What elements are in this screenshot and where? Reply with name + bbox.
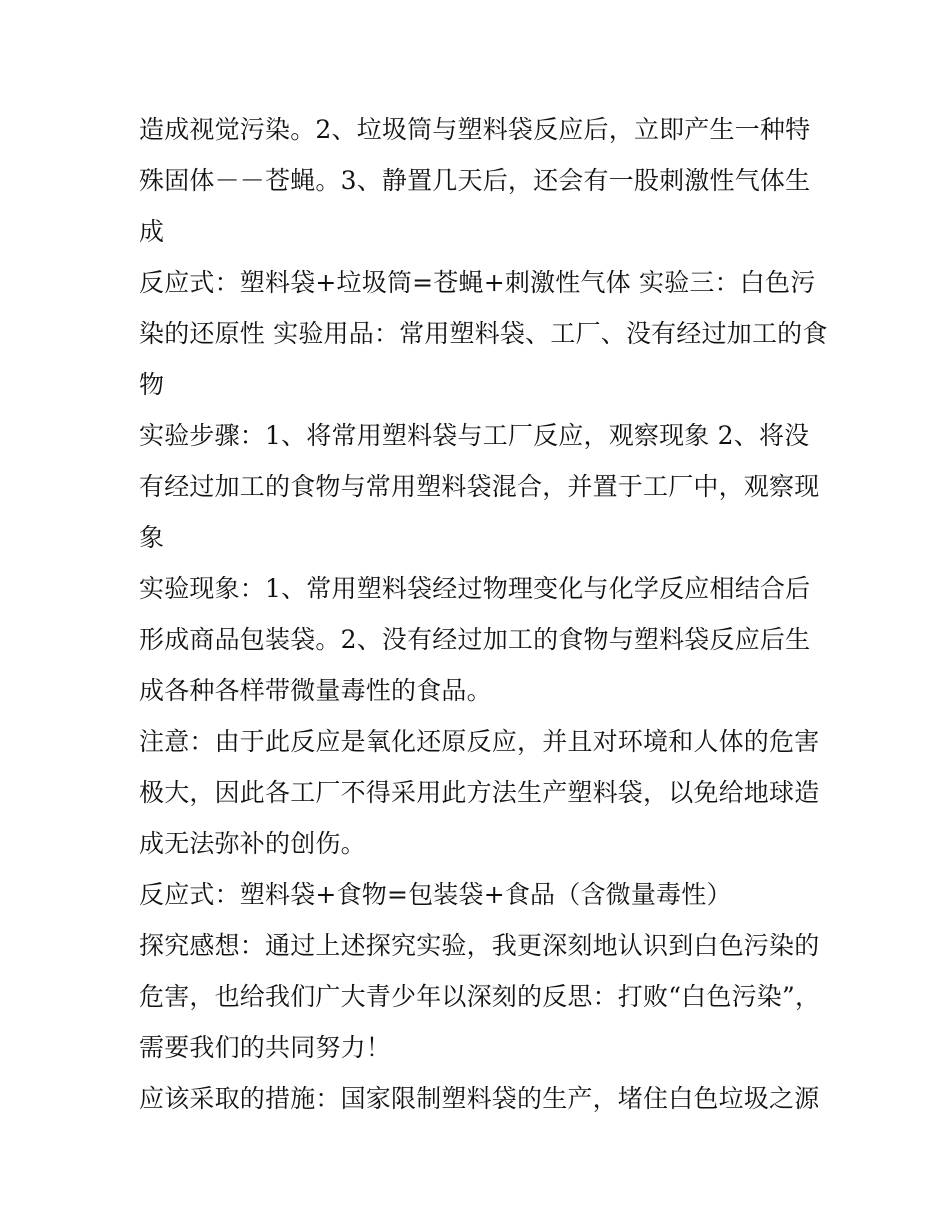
paragraph-experiment-phenomena: 实验现象：1、常用塑料袋经过物理变化与化学反应相结合后形成商品包装袋。2、没有经过加工的食物与塑料袋反应后生成各种各样带微量毒性的食品。 [139,574,811,705]
paragraph-reaction-experiment-three: 反应式：塑料袋+垃圾筒=苍蝇+刺激性气体 实验三：白色污染的还原性 实验用品：常用塑料袋、工厂、没有经过加工的食物 [139,268,828,399]
document-body [139,104,829,1124]
paragraph-visual-pollution: 造成视觉污染。2、垃圾筒与塑料袋反应后，立即产生一种特殊固体－－苍蝇。3、静置几天后，还会有一股刺激性气体生成 [139,115,811,246]
paragraph-caution: 注意：由于此反应是氧化还原反应，并且对环境和人体的危害极大，因此各工厂不得采用此方法生产塑料袋，以免给地球造成无法弥补的创伤。 [139,727,820,858]
paragraph-reaction-formula: 反应式：塑料袋+食物=包装袋+食品（含微量毒性） [139,880,732,909]
paragraph-experiment-steps: 实验步骤：1、将常用塑料袋与工厂反应，观察现象 2、将没有经过加工的食物与常用塑料袋混合，并置于工厂中，观察现象 [139,421,820,552]
paragraph-measures: 应该采取的措施：国家限制塑料袋的生产，堵住白色垃圾之源 [139,1084,820,1113]
paragraph-reflection: 探究感想：通过上述探究实验，我更深刻地认识到白色污染的危害，也给我们广大青少年以深刻的反思：打败“白色污染”，需要我们的共同努力！ [139,931,821,1062]
